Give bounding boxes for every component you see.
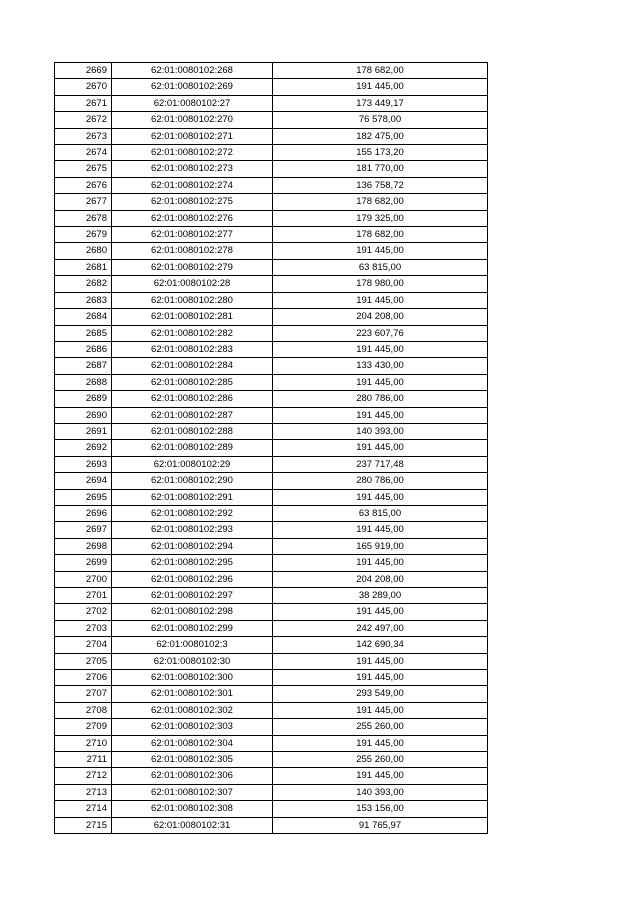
- cadastral-value-table-container: [54, 62, 488, 834]
- table-row: [55, 243, 488, 259]
- cadastral-number-cell: 62:01:0080102:284: [112, 358, 273, 374]
- table-row: [55, 719, 488, 735]
- row-number-cell: 2678: [55, 210, 112, 226]
- row-number-cell: 2698: [55, 538, 112, 554]
- table-row: [55, 571, 488, 587]
- row-number-cell: 2696: [55, 505, 112, 521]
- row-number-cell: 2688: [55, 374, 112, 390]
- cadastral-number-cell: 62:01:0080102:272: [112, 145, 273, 161]
- table-row: [55, 670, 488, 686]
- table-row: [55, 538, 488, 554]
- table-row: [55, 735, 488, 751]
- row-number-cell: 2707: [55, 686, 112, 702]
- table-row: [55, 112, 488, 128]
- cadastral-value-cell: 179 325,00: [273, 210, 488, 226]
- table-row: [55, 95, 488, 111]
- cadastral-value-cell: 255 260,00: [273, 719, 488, 735]
- cadastral-number-cell: 62:01:0080102:304: [112, 735, 273, 751]
- row-number-cell: 2690: [55, 407, 112, 423]
- row-number-cell: 2682: [55, 276, 112, 292]
- cadastral-number-cell: 62:01:0080102:31: [112, 817, 273, 833]
- cadastral-value-cell: 63 815,00: [273, 259, 488, 275]
- cadastral-value-cell: 165 919,00: [273, 538, 488, 554]
- row-number-cell: 2684: [55, 309, 112, 325]
- row-number-cell: 2702: [55, 604, 112, 620]
- row-number-cell: 2687: [55, 358, 112, 374]
- cadastral-value-cell: 191 445,00: [273, 653, 488, 669]
- table-row: [55, 63, 488, 79]
- row-number-cell: 2694: [55, 473, 112, 489]
- cadastral-number-cell: 62:01:0080102:281: [112, 309, 273, 325]
- table-row: [55, 259, 488, 275]
- table-row: [55, 407, 488, 423]
- table-row: [55, 456, 488, 472]
- cadastral-value-cell: 280 786,00: [273, 473, 488, 489]
- table-row: [55, 276, 488, 292]
- row-number-cell: 2692: [55, 440, 112, 456]
- table-row: [55, 309, 488, 325]
- row-number-cell: 2676: [55, 177, 112, 193]
- cadastral-value-cell: 181 770,00: [273, 161, 488, 177]
- cadastral-value-cell: 142 690,34: [273, 637, 488, 653]
- table-row: [55, 391, 488, 407]
- row-number-cell: 2706: [55, 670, 112, 686]
- cadastral-number-cell: 62:01:0080102:306: [112, 768, 273, 784]
- table-row: [55, 489, 488, 505]
- cadastral-value-cell: 140 393,00: [273, 784, 488, 800]
- table-row: [55, 79, 488, 95]
- row-number-cell: 2712: [55, 768, 112, 784]
- cadastral-value-cell: 237 717,48: [273, 456, 488, 472]
- table-row: [55, 358, 488, 374]
- cadastral-number-cell: 62:01:0080102:292: [112, 505, 273, 521]
- row-number-cell: 2697: [55, 522, 112, 538]
- cadastral-value-cell: 191 445,00: [273, 735, 488, 751]
- row-number-cell: 2673: [55, 128, 112, 144]
- cadastral-value-cell: 255 260,00: [273, 752, 488, 768]
- cadastral-value-cell: 191 445,00: [273, 522, 488, 538]
- row-number-cell: 2709: [55, 719, 112, 735]
- cadastral-value-table: [54, 62, 488, 834]
- table-row: [55, 473, 488, 489]
- row-number-cell: 2713: [55, 784, 112, 800]
- table-row: [55, 145, 488, 161]
- cadastral-value-cell: 191 445,00: [273, 374, 488, 390]
- row-number-cell: 2677: [55, 194, 112, 210]
- table-row: [55, 801, 488, 817]
- table-row: [55, 177, 488, 193]
- row-number-cell: 2674: [55, 145, 112, 161]
- cadastral-number-cell: 62:01:0080102:287: [112, 407, 273, 423]
- table-row: [55, 505, 488, 521]
- table-row: [55, 555, 488, 571]
- cadastral-number-cell: 62:01:0080102:303: [112, 719, 273, 735]
- table-row: [55, 194, 488, 210]
- cadastral-number-cell: 62:01:0080102:296: [112, 571, 273, 587]
- cadastral-number-cell: 62:01:0080102:275: [112, 194, 273, 210]
- table-row: [55, 128, 488, 144]
- row-number-cell: 2700: [55, 571, 112, 587]
- cadastral-value-cell: 178 682,00: [273, 194, 488, 210]
- cadastral-value-cell: 223 607,76: [273, 325, 488, 341]
- table-row: [55, 653, 488, 669]
- cadastral-value-cell: 63 815,00: [273, 505, 488, 521]
- cadastral-number-cell: 62:01:0080102:273: [112, 161, 273, 177]
- cadastral-number-cell: 62:01:0080102:286: [112, 391, 273, 407]
- cadastral-number-cell: 62:01:0080102:277: [112, 227, 273, 243]
- cadastral-number-cell: 62:01:0080102:283: [112, 341, 273, 357]
- cadastral-value-cell: 191 445,00: [273, 702, 488, 718]
- cadastral-number-cell: 62:01:0080102:297: [112, 588, 273, 604]
- table-body: [55, 63, 488, 834]
- cadastral-value-cell: 182 475,00: [273, 128, 488, 144]
- row-number-cell: 2683: [55, 292, 112, 308]
- row-number-cell: 2686: [55, 341, 112, 357]
- row-number-cell: 2710: [55, 735, 112, 751]
- cadastral-value-cell: 76 578,00: [273, 112, 488, 128]
- table-row: [55, 588, 488, 604]
- cadastral-number-cell: 62:01:0080102:289: [112, 440, 273, 456]
- cadastral-value-cell: 191 445,00: [273, 341, 488, 357]
- row-number-cell: 2715: [55, 817, 112, 833]
- cadastral-number-cell: 62:01:0080102:279: [112, 259, 273, 275]
- cadastral-number-cell: 62:01:0080102:301: [112, 686, 273, 702]
- row-number-cell: 2708: [55, 702, 112, 718]
- cadastral-number-cell: 62:01:0080102:285: [112, 374, 273, 390]
- row-number-cell: 2669: [55, 63, 112, 79]
- cadastral-value-cell: 280 786,00: [273, 391, 488, 407]
- cadastral-number-cell: 62:01:0080102:293: [112, 522, 273, 538]
- table-row: [55, 423, 488, 439]
- cadastral-number-cell: 62:01:0080102:268: [112, 63, 273, 79]
- table-row: [55, 292, 488, 308]
- cadastral-value-cell: 191 445,00: [273, 79, 488, 95]
- row-number-cell: 2711: [55, 752, 112, 768]
- cadastral-value-cell: 178 682,00: [273, 227, 488, 243]
- cadastral-value-cell: 191 445,00: [273, 768, 488, 784]
- table-row: [55, 210, 488, 226]
- cadastral-number-cell: 62:01:0080102:298: [112, 604, 273, 620]
- cadastral-value-cell: 204 208,00: [273, 571, 488, 587]
- cadastral-number-cell: 62:01:0080102:282: [112, 325, 273, 341]
- cadastral-value-cell: 140 393,00: [273, 423, 488, 439]
- row-number-cell: 2703: [55, 620, 112, 636]
- cadastral-number-cell: 62:01:0080102:276: [112, 210, 273, 226]
- table-row: [55, 604, 488, 620]
- cadastral-number-cell: 62:01:0080102:290: [112, 473, 273, 489]
- table-row: [55, 440, 488, 456]
- cadastral-value-cell: 242 497,00: [273, 620, 488, 636]
- cadastral-value-cell: 191 445,00: [273, 440, 488, 456]
- row-number-cell: 2714: [55, 801, 112, 817]
- cadastral-value-cell: 191 445,00: [273, 555, 488, 571]
- cadastral-value-cell: 191 445,00: [273, 292, 488, 308]
- table-row: [55, 637, 488, 653]
- cadastral-value-cell: 178 980,00: [273, 276, 488, 292]
- cadastral-value-cell: 178 682,00: [273, 63, 488, 79]
- row-number-cell: 2671: [55, 95, 112, 111]
- cadastral-value-cell: 173 449,17: [273, 95, 488, 111]
- cadastral-number-cell: 62:01:0080102:270: [112, 112, 273, 128]
- table-row: [55, 341, 488, 357]
- table-row: [55, 686, 488, 702]
- row-number-cell: 2689: [55, 391, 112, 407]
- table-row: [55, 374, 488, 390]
- table-row: [55, 784, 488, 800]
- cadastral-number-cell: 62:01:0080102:269: [112, 79, 273, 95]
- row-number-cell: 2680: [55, 243, 112, 259]
- table-row: [55, 702, 488, 718]
- table-row: [55, 227, 488, 243]
- cadastral-number-cell: 62:01:0080102:307: [112, 784, 273, 800]
- cadastral-number-cell: 62:01:0080102:278: [112, 243, 273, 259]
- row-number-cell: 2670: [55, 79, 112, 95]
- cadastral-value-cell: 191 445,00: [273, 670, 488, 686]
- cadastral-number-cell: 62:01:0080102:29: [112, 456, 273, 472]
- cadastral-value-cell: 153 156,00: [273, 801, 488, 817]
- row-number-cell: 2695: [55, 489, 112, 505]
- row-number-cell: 2691: [55, 423, 112, 439]
- cadastral-value-cell: 38 289,00: [273, 588, 488, 604]
- cadastral-number-cell: 62:01:0080102:3: [112, 637, 273, 653]
- row-number-cell: 2672: [55, 112, 112, 128]
- cadastral-number-cell: 62:01:0080102:294: [112, 538, 273, 554]
- cadastral-value-cell: 191 445,00: [273, 407, 488, 423]
- cadastral-value-cell: 136 758,72: [273, 177, 488, 193]
- table-row: [55, 752, 488, 768]
- cadastral-number-cell: 62:01:0080102:30: [112, 653, 273, 669]
- cadastral-number-cell: 62:01:0080102:300: [112, 670, 273, 686]
- cadastral-number-cell: 62:01:0080102:280: [112, 292, 273, 308]
- table-row: [55, 522, 488, 538]
- cadastral-number-cell: 62:01:0080102:299: [112, 620, 273, 636]
- cadastral-number-cell: 62:01:0080102:274: [112, 177, 273, 193]
- cadastral-value-cell: 204 208,00: [273, 309, 488, 325]
- row-number-cell: 2693: [55, 456, 112, 472]
- table-row: [55, 325, 488, 341]
- row-number-cell: 2705: [55, 653, 112, 669]
- row-number-cell: 2681: [55, 259, 112, 275]
- cadastral-number-cell: 62:01:0080102:302: [112, 702, 273, 718]
- cadastral-number-cell: 62:01:0080102:271: [112, 128, 273, 144]
- cadastral-number-cell: 62:01:0080102:291: [112, 489, 273, 505]
- cadastral-value-cell: 191 445,00: [273, 604, 488, 620]
- cadastral-value-cell: 191 445,00: [273, 489, 488, 505]
- cadastral-number-cell: 62:01:0080102:288: [112, 423, 273, 439]
- table-row: [55, 620, 488, 636]
- cadastral-value-cell: 191 445,00: [273, 243, 488, 259]
- cadastral-value-cell: 133 430,00: [273, 358, 488, 374]
- row-number-cell: 2701: [55, 588, 112, 604]
- cadastral-value-cell: 155 173,20: [273, 145, 488, 161]
- row-number-cell: 2704: [55, 637, 112, 653]
- table-row: [55, 161, 488, 177]
- cadastral-value-cell: 91 765,97: [273, 817, 488, 833]
- table-row: [55, 768, 488, 784]
- table-row: [55, 817, 488, 833]
- cadastral-number-cell: 62:01:0080102:295: [112, 555, 273, 571]
- row-number-cell: 2685: [55, 325, 112, 341]
- row-number-cell: 2679: [55, 227, 112, 243]
- row-number-cell: 2699: [55, 555, 112, 571]
- cadastral-number-cell: 62:01:0080102:27: [112, 95, 273, 111]
- row-number-cell: 2675: [55, 161, 112, 177]
- cadastral-number-cell: 62:01:0080102:308: [112, 801, 273, 817]
- cadastral-number-cell: 62:01:0080102:28: [112, 276, 273, 292]
- cadastral-value-cell: 293 549,00: [273, 686, 488, 702]
- cadastral-number-cell: 62:01:0080102:305: [112, 752, 273, 768]
